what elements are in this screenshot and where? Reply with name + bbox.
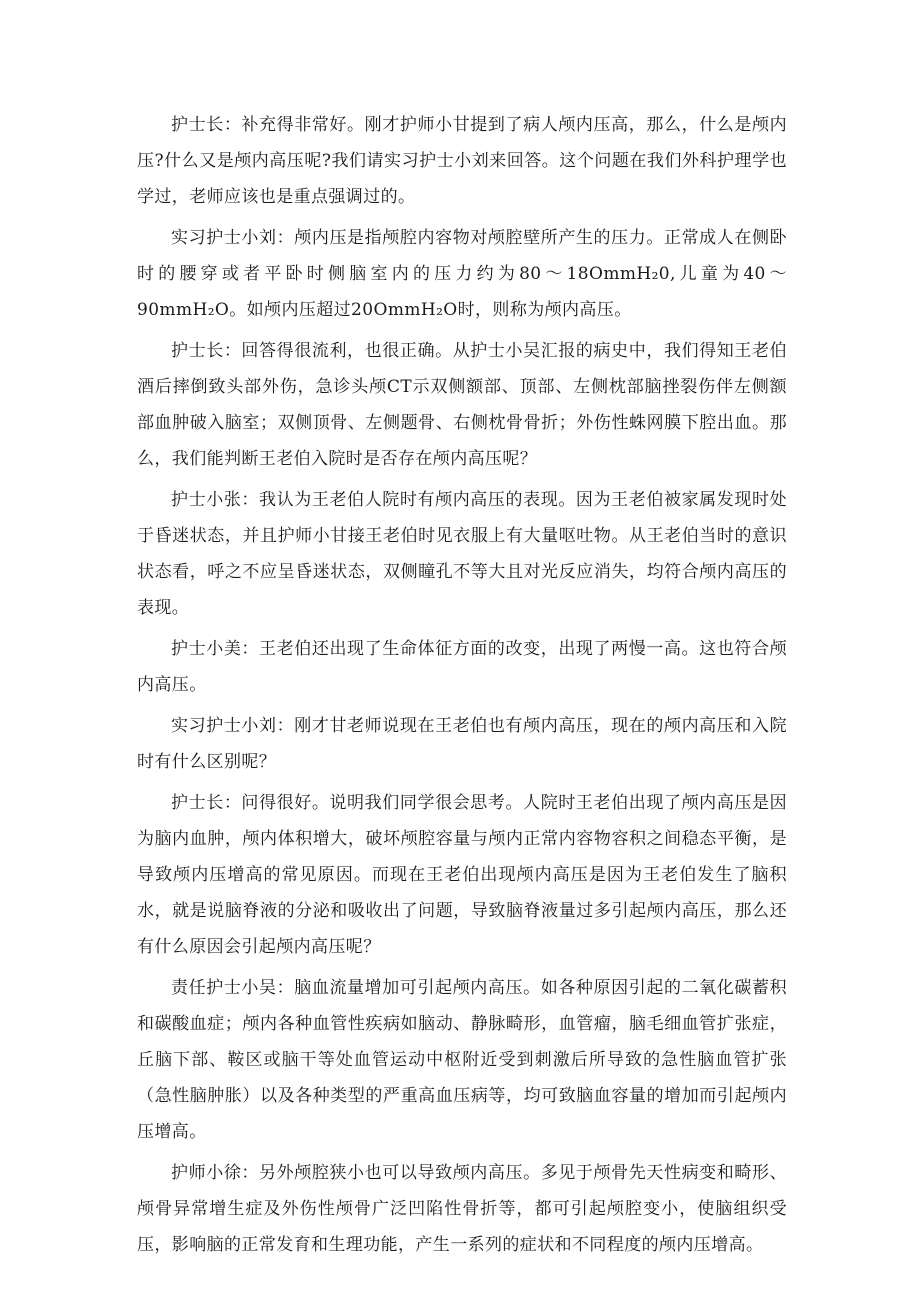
paragraph-head-nurse-answer: 护士长：问得很好。说明我们同学很会思考。人院时王老伯出现了颅内高压是因为脑内血肿，颅内体积增大，破坏颅腔容量与颅内正常内容物容积之间稳态平衡，是导致颅内压增高的常见原因。而现在王老伯出现颅内高压是因为王老伯发生了脑积水，就是说脑脊液的分泌和吸收出了问题，导致脑脊液量过多引起颅内高压，那么还有什么原因会引起颅内高压呢？ bbox=[137, 793, 787, 957]
paragraph-nurse-mei: 护士小美：王老伯还出现了生命体征方面的改变，出现了两慢一高。这也符合颅内高压。 bbox=[137, 639, 787, 695]
paragraph-head-nurse-intro: 护士长：补充得非常好。刚才护师小甘提到了病人颅内压高，那么，什么是颅内压?什么又是颅内高压呢?我们请实习护士小刘来回答。这个问题在我们外科护理学也学过，老师应该也是重点强调过的。 bbox=[137, 115, 787, 207]
paragraph-head-nurse-case: 护士长：回答得很流利，也很正确。从护士小吴汇报的病史中，我们得知王老伯酒后摔倒致头部外伤，急诊头颅CT示双侧额部、顶部、左侧枕部脑挫裂伤伴左侧额部血肿破入脑室；双侧顶骨、左侧题骨、右侧枕骨骨折；外伤性蛛网膜下腔出血。那么，我们能判断王老伯入院时是否存在颅内高压呢？ bbox=[137, 341, 787, 469]
document-body bbox=[137, 107, 787, 1268]
paragraph-nurse-wu: 责任护士小吴：脑血流量增加可引起颅内高压。如各种原因引起的二氧化碳蓄积和碳酸血症；颅内各种血管性疾病如脑动、静脉畸形，血管瘤，脑毛细血管扩张症，丘脑下部、鞍区或脑干等处血管运动中枢附近受到刺激后所导致的急性脑血管扩张（急性脑肿胀）以及各种类型的严重高血压病等，均可致脑血容量的增加而引起颅内压增高。 bbox=[137, 978, 787, 1142]
paragraph-intern-liu-question: 实习护士小刘：刚才甘老师说现在王老伯也有颅内高压，现在的颅内高压和入院时有什么区别呢？ bbox=[137, 716, 787, 772]
paragraph-nurse-zhang: 护士小张：我认为王老伯人院时有颅内高压的表现。因为王老伯被家属发现时处于昏迷状态，并且护师小甘接王老伯时见衣服上有大量呕吐物。从王老伯当时的意识状态看，呼之不应呈昏迷状态，双侧瞳孔不等大且对光反应消失，均符合颅内高压的表现。 bbox=[137, 490, 787, 618]
paragraph-intern-liu-definition: 实习护士小刘：颅内压是指颅腔内容物对颅腔壁所产生的压力。正常成人在侧卧时的腰穿或者平卧时侧脑室内的压力约为80～18OmmH₂0,儿童为40～90mmH₂O。如颅内压超过20OmmH₂O时，则称为颅内高压。 bbox=[137, 228, 787, 320]
paragraph-nurse-xu: 护师小徐：另外颅腔狭小也可以导致颅内高压。多见于颅骨先天性病变和畸形、颅骨异常增生症及外伤性颅骨广泛凹陷性骨折等，都可引起颅腔变小，使脑组织受压，影响脑的正常发育和生理功能，产生一系列的症状和不同程度的颅内压增高。 bbox=[137, 1163, 787, 1255]
